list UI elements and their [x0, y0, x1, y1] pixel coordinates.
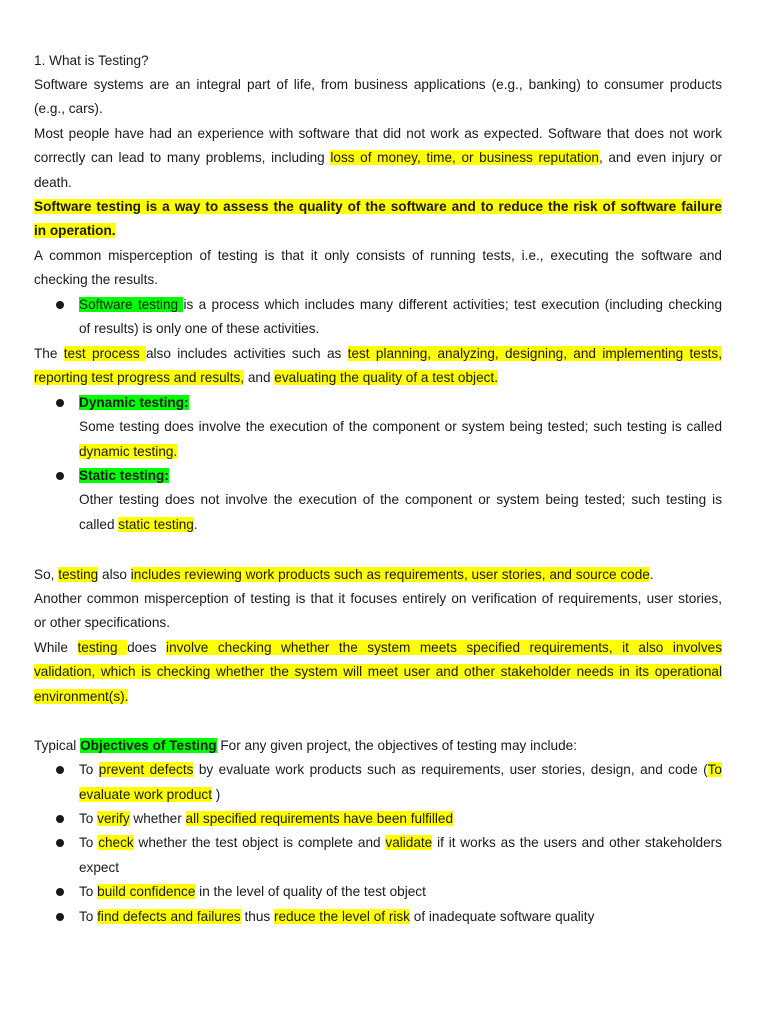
section-heading: 1. What is Testing? — [34, 53, 149, 68]
paragraph-experience-line-1: Most people have had an experience with software that did not work as expected. Software that does not work — [34, 126, 722, 141]
paragraph-experience-line-2: correctly can lead to many problems, including loss of money, time, or business reputation, and even injury or — [34, 150, 722, 165]
bullet-dot — [56, 301, 64, 309]
dynamic-testing-line-2: dynamic testing. — [79, 444, 178, 459]
dynamic-testing-title: Dynamic testing: — [79, 395, 189, 410]
paragraph-misperception-line-2: checking the results. — [34, 272, 158, 287]
bullet-software-testing-line-2: of results) is only one of these activities. — [79, 321, 320, 336]
bullet-dot — [56, 399, 64, 407]
paragraph-validation-line-2: validation, which is checking whether the system will meet user and other stakeholder needs in its operational — [34, 664, 722, 679]
paragraph-reviewing: So, testing also includes reviewing work products such as requirements, user stories, and source code. — [34, 567, 654, 582]
bullet-dot — [56, 815, 64, 823]
paragraph-validation-line-3: environment(s). — [34, 689, 129, 704]
paragraph-test-process-line-2: reporting test progress and results, and evaluating the quality of a test object. — [34, 370, 498, 385]
paragraph-validation-line-1: While testing does involve checking whether the system meets specified requirements, it also involves — [34, 640, 722, 655]
bullet-software-testing-line-1: Software testing is a process which includes many different activities; test execution (including checking — [79, 297, 723, 312]
dynamic-testing-line-1: Some testing does involve the execution of the component or system being tested; such testing is called — [79, 419, 722, 434]
bullet-dot — [56, 913, 64, 921]
paragraph-misperception-line-1: A common misperception of testing is that it only consists of running tests, i.e., executing the software and — [34, 248, 722, 263]
paragraph-verification-line-2: or other specifications. — [34, 615, 171, 630]
static-testing-title: Static testing: — [79, 468, 169, 483]
bullet-dot — [56, 766, 64, 774]
objective-prevent-defects-line-2: evaluate work product ) — [79, 787, 221, 802]
objective-build-confidence: To build confidence in the level of quality of the test object — [79, 884, 426, 899]
bullet-dot — [56, 888, 64, 896]
objective-check-line-2: expect — [79, 860, 120, 875]
paragraph-intro-line-1: Software systems are an integral part of life, from business applications (e.g., banking) to consumer products — [34, 77, 722, 92]
objective-check-line-1: To check whether the test object is complete and validate if it works as the users and other stakeholders — [79, 835, 722, 850]
bullet-dot — [56, 472, 64, 480]
objectives-intro: Typical Objectives of Testing For any given project, the objectives of testing may include: — [34, 738, 577, 753]
paragraph-intro-line-2: (e.g., cars). — [34, 101, 103, 116]
paragraph-test-process-line-1: The test process also includes activities such as test planning, analyzing, designing, and implementing tests, — [34, 346, 722, 361]
definition-line-2: in operation. — [34, 223, 116, 238]
paragraph-experience-line-3: death. — [34, 175, 72, 190]
paragraph-verification-line-1: Another common misperception of testing is that it focuses entirely on verification of requirements, user stories, — [34, 591, 722, 606]
static-testing-line-2: called static testing. — [79, 517, 198, 532]
objective-verify: To verify whether all specified requirements have been fulfilled — [79, 811, 454, 826]
bullet-dot — [56, 839, 64, 847]
objective-prevent-defects-line-1: To prevent defects by evaluate work products such as requirements, user stories, design, and code (To — [79, 762, 722, 777]
highlight-loss: loss of money, time, or business reputation — [330, 150, 599, 165]
static-testing-line-1: Other testing does not involve the execution of the component or system being tested; such testing is — [79, 492, 722, 507]
definition-line-1: Software testing is a way to assess the quality of the software and to reduce the risk of software failure — [34, 199, 722, 214]
objective-find-defects: To find defects and failures thus reduce the level of risk of inadequate software quality — [79, 909, 595, 924]
